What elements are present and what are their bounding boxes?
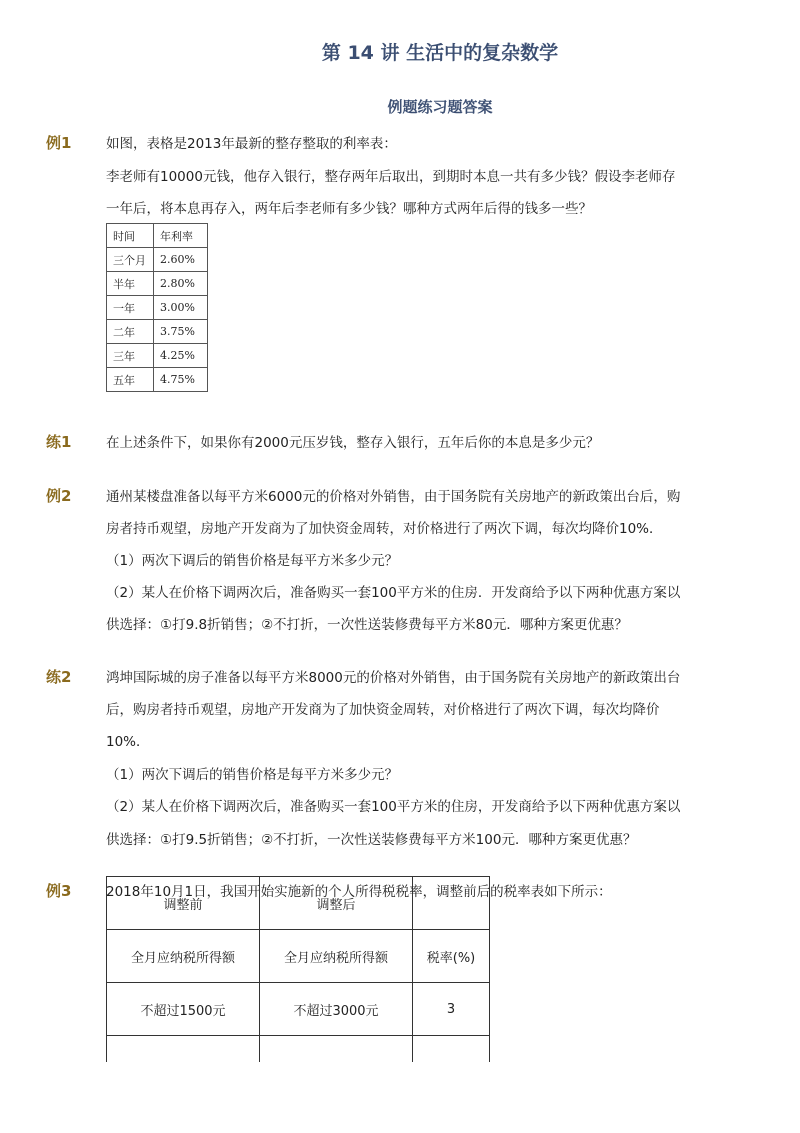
page-subtitle: 例题练习题答案 bbox=[387, 98, 493, 116]
practice-2-line: 鸿坤国际城的房子准备以每平方米8000元的价格对外销售，由于国务院有关房地产的新政策出台 bbox=[106, 670, 681, 686]
practice-1-label: 练1 bbox=[46, 433, 72, 451]
table-row bbox=[107, 983, 490, 1036]
practice-2-label: 练2 bbox=[46, 668, 72, 686]
example-1-line: 一年后，将本息再存入，两年后李老师有多少钱？哪种方式两年后得的钱多一些？ bbox=[106, 201, 592, 217]
table-row bbox=[107, 368, 208, 392]
table-header-row bbox=[107, 224, 208, 248]
example-2-line: （2）某人在价格下调两次后，准备购买一套100平方米的住房．开发商给予以下两种优惠方案以 bbox=[106, 585, 681, 601]
table-cell: 一年 bbox=[107, 296, 154, 320]
table-cell: 3.75% bbox=[154, 320, 208, 344]
practice-2-line: 后，购房者持币观望，房地产开发商为了加快资金周转，对价格进行了两次下调，每次均降价 bbox=[106, 702, 660, 718]
table-cell: 全月应纳税所得额 bbox=[107, 930, 260, 983]
example-1-label: 例1 bbox=[46, 134, 72, 152]
table-cell: 调整前 bbox=[107, 877, 260, 930]
table-cell: 税率(%) bbox=[413, 930, 490, 983]
table-row bbox=[107, 344, 208, 368]
table-cell bbox=[107, 1036, 260, 1063]
example-2-line: 供选择：①打9.8折销售；②不打折，一次性送装修费每平方米80元．哪种方案更优惠？ bbox=[106, 617, 628, 633]
table-cell: 不超过3000元 bbox=[260, 983, 413, 1036]
example-2-line: （1）两次下调后的销售价格是每平方米多少元？ bbox=[106, 553, 399, 569]
table-header-cell: 时间 bbox=[107, 224, 154, 248]
table-row bbox=[107, 1036, 490, 1063]
practice-2-line: （2）某人在价格下调两次后，准备购买一套100平方米的住房，开发商给予以下两种优惠方案以 bbox=[106, 799, 681, 815]
table-row bbox=[107, 320, 208, 344]
table-cell: 三个月 bbox=[107, 248, 154, 272]
table-cell: 3.00% bbox=[154, 296, 208, 320]
table-row bbox=[107, 248, 208, 272]
example-3-line: 2018年10月1日，我国开始实施新的个人所得税税率，调整前后的税率表如下所示： bbox=[106, 884, 612, 900]
table-cell: 调整后 bbox=[260, 877, 413, 930]
table-cell bbox=[413, 877, 490, 930]
table-cell: 3 bbox=[413, 983, 490, 1036]
table-cell: 不超过1500元 bbox=[107, 983, 260, 1036]
table-row bbox=[107, 877, 490, 930]
table-cell: 2.80% bbox=[154, 272, 208, 296]
page-title: 第 14 讲 生活中的复杂数学 bbox=[321, 42, 559, 64]
table-header-cell: 年利率 bbox=[154, 224, 208, 248]
example-2-label: 例2 bbox=[46, 487, 72, 505]
example-1-line: 如图，表格是2013年最新的整存整取的利率表： bbox=[106, 136, 397, 152]
practice-1-line: 在上述条件下，如果你有2000元压岁钱，整存入银行，五年后你的本息是多少元？ bbox=[106, 435, 600, 451]
table-cell: 4.75% bbox=[154, 368, 208, 392]
table-cell bbox=[413, 1036, 490, 1063]
practice-2-line: 10%． bbox=[106, 734, 150, 750]
table-cell: 二年 bbox=[107, 320, 154, 344]
table-cell: 五年 bbox=[107, 368, 154, 392]
example-3-label: 例3 bbox=[46, 882, 72, 900]
table-row bbox=[107, 930, 490, 983]
table-cell: 全月应纳税所得额 bbox=[260, 930, 413, 983]
table-row bbox=[107, 272, 208, 296]
interest-rate-table bbox=[106, 223, 208, 392]
example-2-line: 通州某楼盘准备以每平方米6000元的价格对外销售，由于国务院有关房地产的新政策出台后，购 bbox=[106, 489, 681, 505]
example-1-line: 李老师有10000元钱，他存入银行，整存两年后取出，到期时本息一共有多少钱？假设李老师存 bbox=[106, 169, 676, 185]
table-cell: 半年 bbox=[107, 272, 154, 296]
table-cell: 2.60% bbox=[154, 248, 208, 272]
table-cell bbox=[260, 1036, 413, 1063]
practice-2-line: 供选择：①打9.5折销售；②不打折，一次性送装修费每平方米100元．哪种方案更优惠？ bbox=[106, 832, 637, 848]
table-cell: 三年 bbox=[107, 344, 154, 368]
practice-2-line: （1）两次下调后的销售价格是每平方米多少元？ bbox=[106, 767, 399, 783]
example-2-line: 房者持币观望，房地产开发商为了加快资金周转，对价格进行了两次下调，每次均降价10%． bbox=[106, 521, 663, 537]
table-row bbox=[107, 296, 208, 320]
table-cell: 4.25% bbox=[154, 344, 208, 368]
tax-rate-table bbox=[106, 876, 490, 1062]
